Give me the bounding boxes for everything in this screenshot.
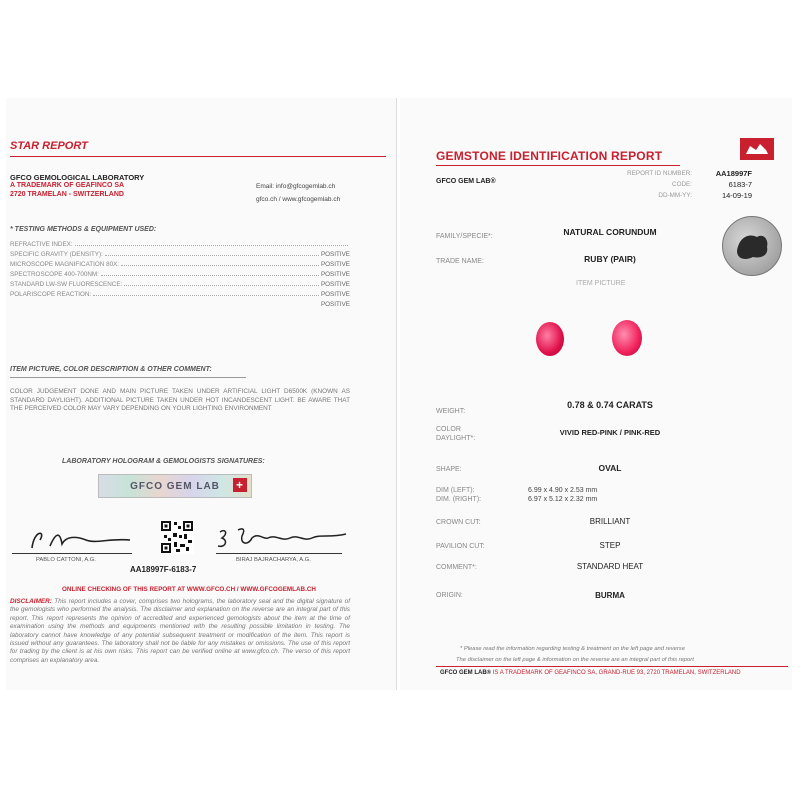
gfco-logo-icon [740,138,774,160]
report-id-value: AA18997F [715,169,752,178]
report-id: AA18997F-6183-7 [130,565,197,574]
disclaimer [10,598,350,665]
hologram-heading: LABORATORY HOLOGRAM & GEMOLOGISTS SIGNATURES: [62,458,265,465]
method-row: MICROSCOPE MAGNIFICATION 80X: POSITIVE [10,261,350,268]
method-row: REFRACTIVE INDEX: [10,241,350,248]
crown-cut-value: BRILLIANT [589,517,631,526]
code-value: 6183-7 [728,180,752,189]
footer-text: IS A TRADEMARK OF GEAFINCO SA, GRAND-RUE 93, 2720 TRAMELAN, SWITZERLAND [492,670,741,676]
pavilion-cut-label: PAVILION CUT: [436,543,485,550]
dim-right-value: 6.97 x 5.12 x 2.32 mm [528,496,598,503]
star-report-title: STAR REPORT [10,140,88,152]
report-title: GEMSTONE IDENTIFICATION REPORT [436,149,663,163]
weight-value: 0.78 & 0.74 CARATS [567,400,653,410]
comment-text: COLOR JUDGEMENT DONE AND MAIN PICTURE TAKEN UNDER ARTIFICIAL LIGHT D6500K (KNOWN AS STANDARD DAYLIGHT). ADDITIONAL PICTURE TAKEN UNDER HOT INCANDESCENT LIGHT. BE AWARE THAT THE PERCEIVED COLOR MAY VARY DEPENDING ON YOUR LIGHTING ENVIRONMENT [10,388,350,412]
signature-cattoni [26,526,136,552]
ruby-left-image [536,322,564,356]
weight-label: WEIGHT: [436,408,466,415]
shape-label: SHAPE: [436,466,462,473]
comment-divider [10,377,246,378]
disclaimer-heading: DISCLAIMER: [10,598,52,605]
method-row: SPECTROSCOPE 400-700NM: POSITIVE [10,271,350,278]
method-row: SPECIFIC GRAVITY (DENSITY): POSITIVE [10,251,350,258]
footer-lab: GFCO GEM LAB® [440,670,492,676]
hologram-label: GFCO GEM LAB [130,480,220,492]
hologram [98,474,252,498]
qr-code-icon[interactable] [160,520,194,554]
lab-website: gfco.ch / www.gfcogemlab.ch [256,196,341,203]
origin-value: BURMA [595,591,625,600]
item-picture-label: ITEM PICTURE [576,280,626,287]
title-divider [10,156,386,157]
methods-heading: * TESTING METHODS & EQUIPMENT USED: [10,226,157,233]
shape-value: OVAL [598,463,622,473]
method-row: POSITIVE [320,301,350,308]
pavilion-cut-value: STEP [599,541,621,550]
report-title-underline [436,165,680,166]
signature-line-1 [12,553,132,554]
origin-label: ORIGIN: [436,592,463,599]
dim-right-label: DIM. (RIGHT): [436,496,482,503]
lab-name: GFCO GEMOLOGICAL LABORATORY [10,173,145,182]
signer-2-name: BIRAJ BAJRACHARYA, A.G. [236,557,311,563]
dim-left-label: DIM (LEFT): [436,487,475,494]
trade-name-label: TRADE NAME: [436,258,484,265]
method-row: POLARISCOPE REACTION: POSITIVE [10,291,350,298]
date-label: DD-MM-YY: [658,192,692,199]
signature-bajracharya [212,524,352,552]
code-label: CODE: [672,181,692,188]
footnote-1: * Please read the information regarding testing & treatment on the left page and reverse [460,646,685,652]
lab-seal-icon [722,216,782,276]
lab-trademark: A TRADEMARK OF GEAFINCO SA [10,182,125,189]
crown-cut-label: CROWN CUT: [436,519,481,526]
lab-email: Email: info@gfcogemlab.ch [256,183,336,190]
gfco-gem-lab-label: GFCO GEM LAB® [436,178,496,185]
online-check-link[interactable]: ONLINE CHECKING OF THIS REPORT AT WWW.GFCO.CH / WWW.GFCOGEMLAB.CH [62,586,316,593]
footnote-2: The disclaimer on the left page & information on the reverse are an integral part of this report [456,657,694,663]
lab-address: 2720 TRAMELAN - SWITZERLAND [10,191,124,198]
left-page [6,98,397,690]
comment-value: STANDARD HEAT [576,562,644,571]
comment-label: COMMENT*: [436,564,477,571]
ruby-right-image [612,320,642,356]
report-id-label: REPORT ID NUMBER: [627,170,692,177]
color-value: VIVID RED-PINK / PINK-RED [559,428,661,437]
comment-heading: ITEM PICTURE, COLOR DESCRIPTION & OTHER COMMENT: [10,366,212,373]
footer-divider [436,666,788,667]
signer-1-name: PABLO CATTONI, A.G. [36,557,96,563]
method-row: STANDARD LW-SW FLUORESCENCE: POSITIVE [10,281,350,288]
right-page [400,98,792,690]
footer [440,670,741,676]
swiss-cross-icon: + [233,478,247,492]
dim-left-value: 6.99 x 4.90 x 2.53 mm [528,487,598,494]
daylight-label: DAYLIGHT*: [436,435,476,442]
date-value: 14-09-19 [721,191,752,200]
family-value: NATURAL CORUNDUM [563,227,657,237]
color-label: COLOR [436,426,461,433]
family-label: FAMILY/SPECIE*: [436,233,493,240]
disclaimer-text: This report includes a cover, comprises two holograms, the laboratory seal and the digital signature of the gemologists who performed the analysis. The disclaimer and explanation on the reverse are an integral part of this report. This report represents the opinion of accredited and experienced gemologists about the item at the time of examination using the methods and equipments mentioned with the resulting possible limitation in testing. The laboratory cannot have knowledge of any potential subsequent treatment or modification of the item. This report is issued without any guarantees. The laboratory shall not be liable for any mistakes or omissions. The use of this report for trading by the client is at his own risks. This report can be verified online at www.gfco.ch. The verso of this report comprises an explanatory area. [10,598,350,664]
signature-line-2 [216,553,342,554]
trade-name-value: RUBY (PAIR) [584,254,636,264]
